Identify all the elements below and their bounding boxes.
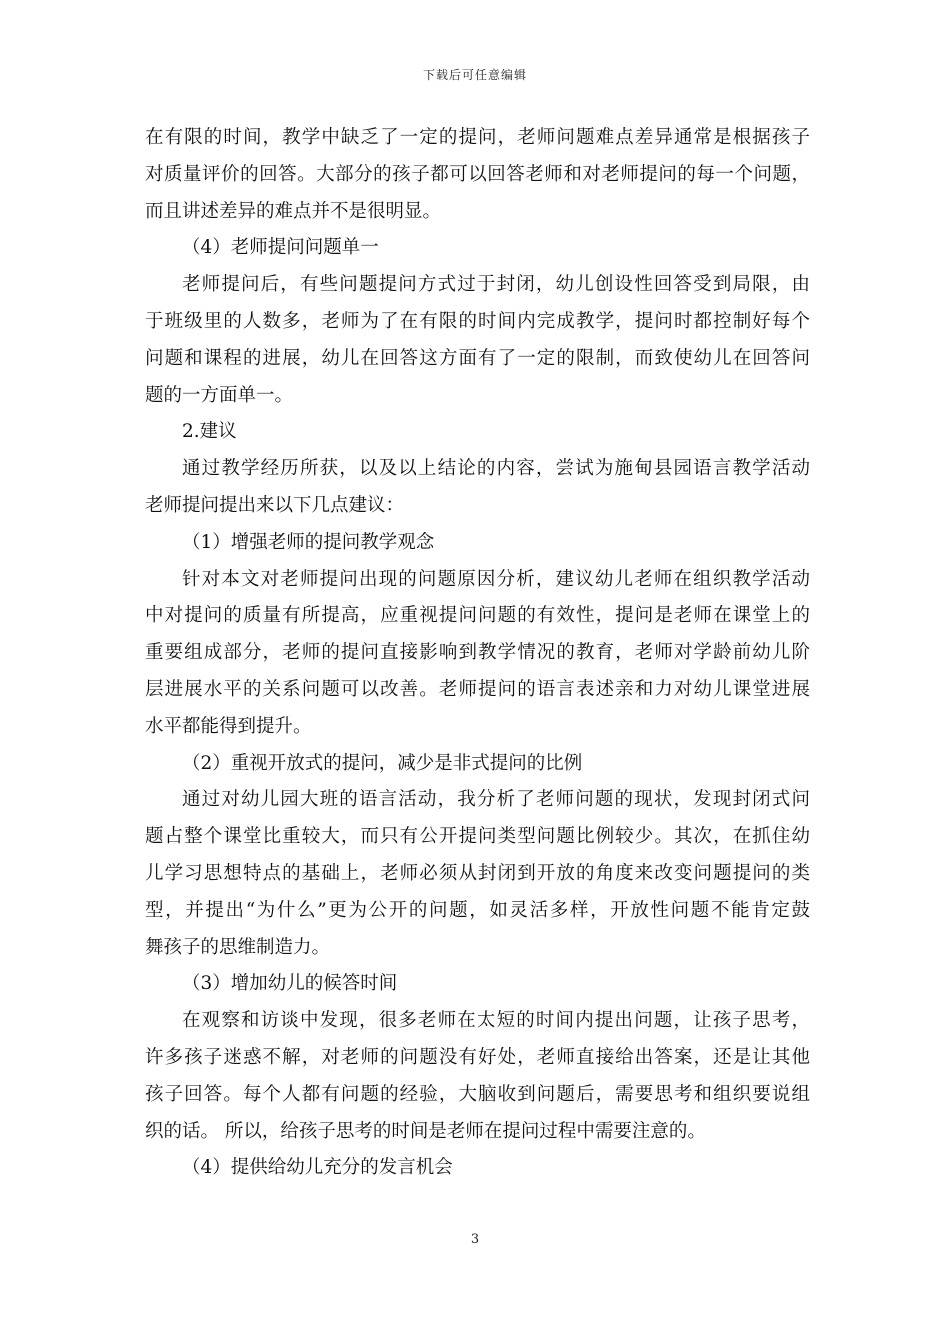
paragraph-line: 在观察和访谈中发现，很多老师在太短的时间内提出问题，让孩子思考，	[182, 1010, 810, 1032]
paragraph-line: 许多孩子迷惑不解，对老师的问题没有好处，老师直接给出答案，还是让其他	[145, 1046, 810, 1068]
section-heading: （4）提供给幼儿充分的发言机会	[182, 1157, 453, 1179]
paragraph-line: 通过对幼儿园大班的语言活动，我分析了老师问题的现状，发现封闭式问	[182, 789, 810, 811]
section-heading: （1）增强老师的提问教学观念	[182, 531, 435, 553]
paragraph-line: 水平都能得到提升。	[145, 715, 312, 737]
paragraph-line: 针对本文对老师提问出现的问题原因分析，建议幼儿老师在组织教学活动	[182, 568, 810, 590]
section-heading: （3）增加幼儿的候答时间	[182, 973, 398, 995]
paragraph-line: 中对提问的质量有所提高，应重视提问问题的有效性，提问是老师在课堂上的	[145, 605, 810, 627]
section-heading: （4）老师提问问题单一	[182, 237, 379, 259]
paragraph-line: 重要组成部分，老师的提问直接影响到教学情况的教育，老师对学龄前幼儿阶	[145, 642, 810, 664]
section-heading: （2）重视开放式的提问，减少是非式提问的比例	[182, 752, 583, 774]
paragraph-line: 而且讲述差异的难点并不是很明显。	[145, 200, 442, 222]
page-number: 3	[470, 1232, 480, 1247]
paragraph-line: 于班级里的人数多，老师为了在有限的时间内完成教学，提问时都控制好每个	[145, 310, 810, 332]
body-text	[145, 120, 810, 1187]
paragraph-line: 通过教学经历所获，以及以上结论的内容，尝试为施甸县园语言教学活动	[182, 458, 810, 480]
paragraph-line: 题的一方面单一。	[145, 384, 294, 406]
paragraph-line: 孩子回答。每个人都有问题的经验，大脑收到问题后，需要思考和组织要说组	[145, 1083, 810, 1105]
paragraph-line: 老师提问后，有些问题提问方式过于封闭，幼儿创设性回答受到局限，由	[182, 274, 810, 296]
paragraph-line: 对质量评价的回答。大部分的孩子都可以回答老师和对老师提问的每一个问题，	[145, 163, 810, 185]
paragraph-line: 型，并提出“为什么”更为公开的问题，如灵活多样，开放性问题不能肯定鼓	[145, 899, 810, 921]
paragraph-line: 在有限的时间，教学中缺乏了一定的提问，老师问题难点差异通常是根据孩子	[145, 127, 810, 148]
paragraph-line: 儿学习思想特点的基础上，老师必须从封闭到开放的角度来改变问题提问的类	[145, 862, 810, 884]
section-heading: 2.建议	[182, 421, 237, 443]
paragraph-line: 层进展水平的关系问题可以改善。老师提问的语言表述亲和力对幼儿课堂进展	[145, 678, 810, 700]
paragraph-line: 织的话。 所以，给孩子思考的时间是老师在提问过程中需要注意的。	[145, 1120, 706, 1142]
paragraph-line: 老师提问提出来以下几点建议：	[145, 494, 405, 516]
paragraph-line: 题占整个课堂比重较大，而只有公开提问类型问题比例较少。其次，在抓住幼	[145, 826, 810, 848]
paragraph-line: 问题和课程的进展，幼儿在回答这方面有了一定的限制，而致使幼儿在回答问	[145, 347, 810, 369]
page-header: 下载后可任意编辑	[422, 68, 527, 82]
paragraph-line: 舞孩子的思维制造力。	[145, 936, 331, 958]
